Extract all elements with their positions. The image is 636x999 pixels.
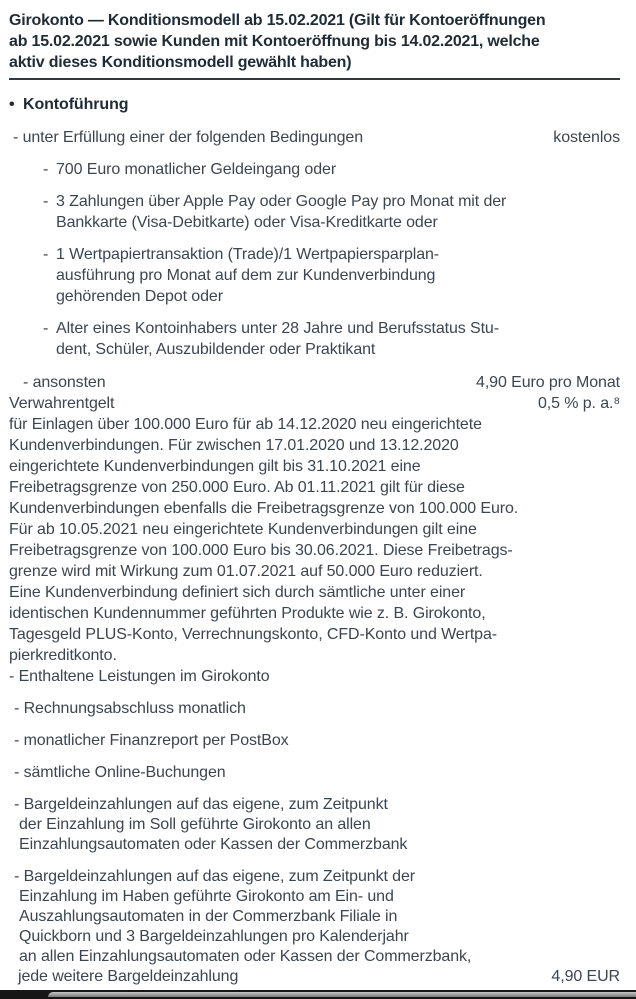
service-item	[9, 795, 620, 855]
dash-marker: -	[43, 161, 49, 178]
condition-item	[9, 159, 620, 180]
service-item	[9, 867, 620, 987]
service-text: - Rechnungsabschluss monatlich	[14, 700, 246, 717]
extra-deposit-label: jede weitere Bargeldeinzahlung	[18, 968, 239, 985]
row-otherwise-fee	[9, 372, 620, 393]
condition-item	[9, 191, 620, 233]
extra-deposit-value: 4,90 EUR	[551, 968, 620, 985]
base-condition-label: - unter Erfüllung einer der folgenden Bedingungen	[13, 129, 364, 146]
custody-fee-label: Verwahrentgelt	[9, 395, 115, 412]
service-text: - Bargeldeinzahlungen auf das eigene, zum Zeitpunkt der Einzahlung im Soll geführte Girokonto an allen Einzahlungsautomaten oder Kassen der Commerzbank	[14, 796, 408, 853]
condition-text: 700 Euro monatlicher Geldeingang oder	[56, 161, 337, 178]
service-text: - Bargeldeinzahlungen auf das eigene, zum Zeitpunkt der Einzahlung im Haben geführte Girokonto am Ein- und Auszahlungsautomaten in der Commerzbank Filiale in Quickborn und 3 Bargeldeinzahlungen pro Kalenderjahr an allen Einzahlungsautomaten oder Kassen der Commerzbank,	[14, 868, 472, 965]
section-heading-kontofuehrung	[9, 94, 620, 115]
background-window-titlebar-edge[interactable]	[48, 992, 636, 997]
dash-marker: -	[43, 320, 49, 337]
custody-fee-value: 0,5 % p. a.⁸	[537, 395, 620, 412]
service-item	[9, 763, 620, 783]
section-heading-label: Kontoführung	[23, 96, 129, 113]
included-services-heading: - Enthaltene Leistungen im Girokonto	[9, 668, 270, 685]
service-text: - sämtliche Online-Buchungen	[14, 764, 226, 781]
custody-fee-paragraph: für Einlagen über 100.000 Euro für ab 14.12.2020 neu eingerichtete Kundenverbindungen. Für zwischen 17.01.2020 und 13.12.2020 eingerichtete Kundenverbindungen gilt bis 31.10.2021 eine Freibetragsgrenze von 250.000 Euro. Ab 01.11.2021 gilt für diese Kundenverbindungen ebenfalls die Freibetragsgrenze von 100.000 Euro. Für ab 10.05.2021 neu eingerichtete Kundenverbindungen gilt eine Freibetragsgrenze von 100.000 Euro bis 30.06.2021. Diese Freibetrags- grenze wird mit Wirkung zum 01.07.2021 auf 50.000 Euro reduziert. Eine Kundenverbindung definiert sich durch sämtliche unter einer identischen Kundennummer geführten Produkte wie z. B. Girokonto, Tagesgeld PLUS-Konto, Verrechnungskonto, CFD-Konto und Wertpa- pierkreditkonto.	[9, 416, 519, 664]
otherwise-label: - ansonsten	[23, 374, 106, 391]
document-title: Girokonto — Konditionsmodell ab 15.02.2021 (Gilt für Kontoeröffnungen ab 15.02.2021 sowie Kunden mit Kontoeröffnung bis 14.02.2021, welche aktiv dieses Konditionsmodell gewählt haben)	[9, 12, 546, 71]
dash-marker: -	[43, 246, 49, 263]
dash-marker: -	[43, 193, 49, 210]
title-divider	[9, 78, 620, 80]
row-base-condition	[9, 127, 620, 148]
condition-item	[9, 244, 620, 307]
service-item	[9, 699, 620, 719]
service-item	[9, 731, 620, 751]
row-custody-fee	[9, 393, 620, 414]
condition-text: 3 Zahlungen über Apple Pay oder Google Pay pro Monat mit der Bankkarte (Visa-Debitkarte) oder Visa-Kreditkarte oder	[56, 193, 507, 231]
background-window-edge	[0, 990, 636, 999]
row-extra-deposit-fee	[14, 967, 620, 987]
service-text: - monatlicher Finanzreport per PostBox	[14, 732, 289, 749]
condition-item	[9, 318, 620, 360]
base-condition-value: kostenlos	[553, 129, 620, 146]
bullet-icon: •	[9, 96, 15, 113]
condition-text: Alter eines Kontoinhabers unter 28 Jahre und Berufsstatus Stu- dent, Schüler, Auszubildender oder Praktikant	[56, 320, 499, 358]
otherwise-value: 4,90 Euro pro Monat	[476, 374, 620, 391]
condition-text: 1 Wertpapiertransaktion (Trade)/1 Wertpapiersparplan- ausführung pro Monat auf dem zur Kundenverbindung gehörenden Depot oder	[56, 246, 440, 305]
